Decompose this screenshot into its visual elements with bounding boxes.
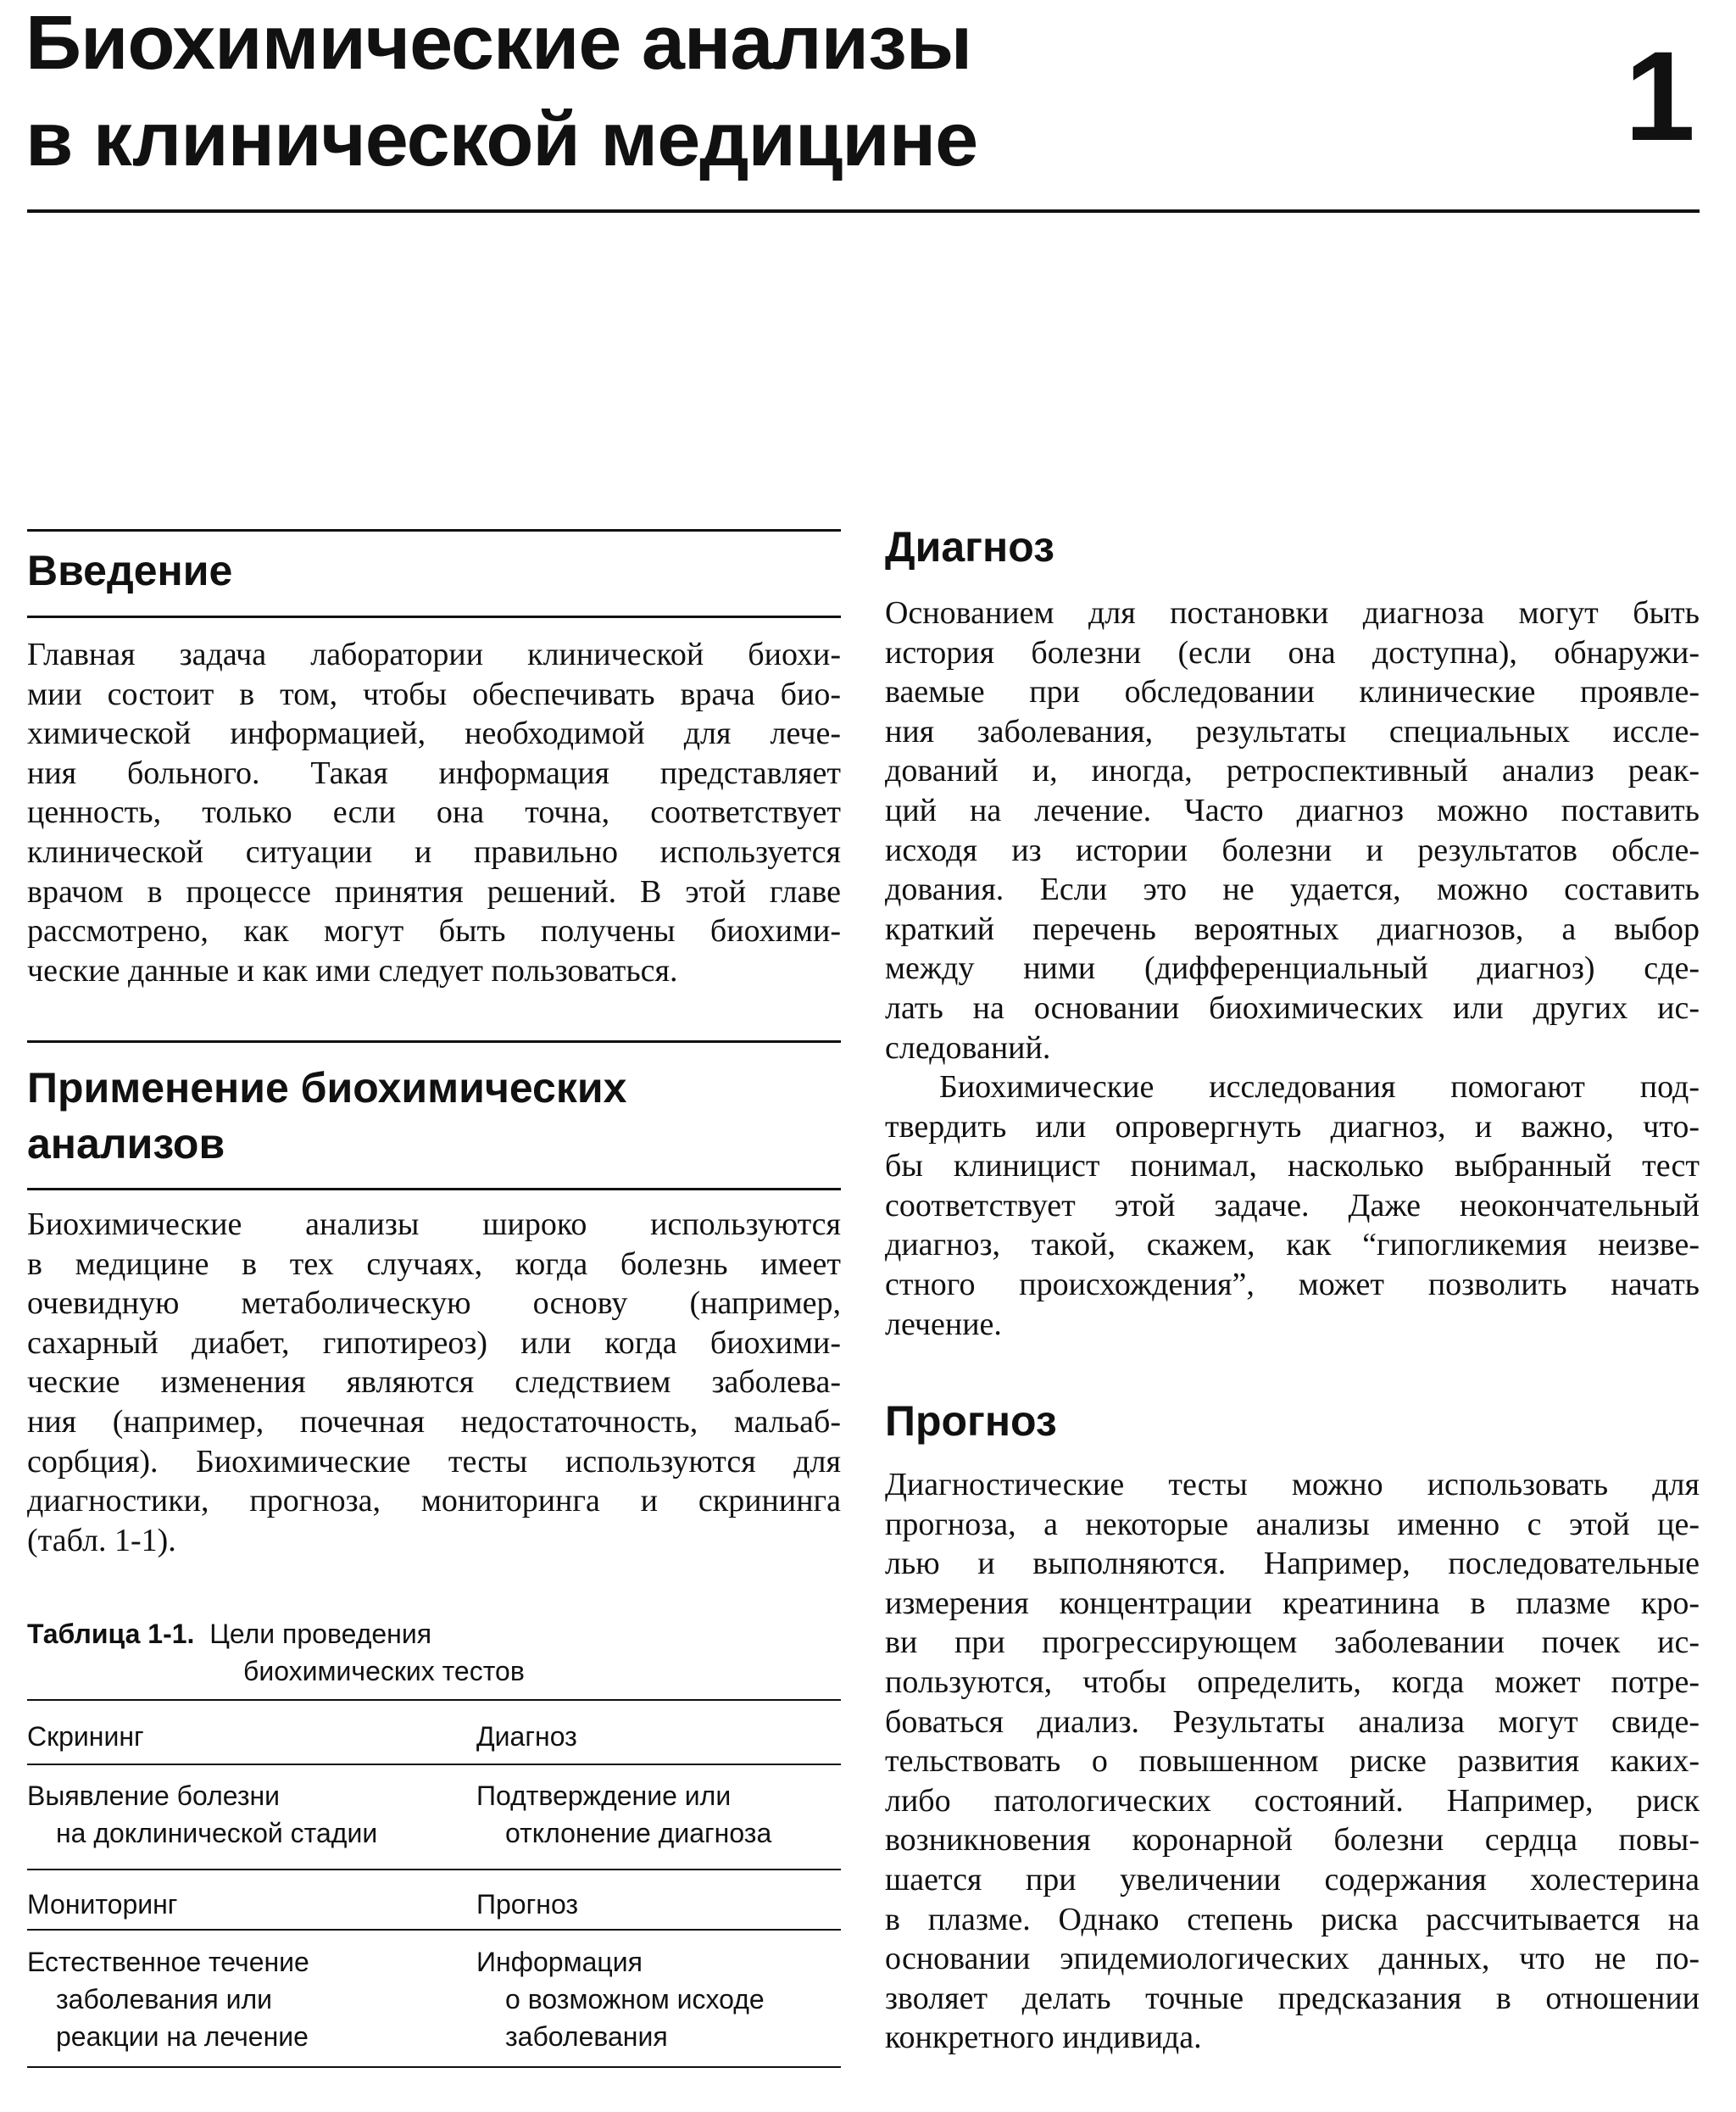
cell-line: Подтверждение или xyxy=(476,1780,732,1811)
use-paragraph xyxy=(27,1205,841,1560)
text-line: врачом в процессе принятия решений. В этой главе xyxy=(27,873,841,910)
text-line: краткий перечень вероятных диагнозов, а выбор xyxy=(885,911,1700,947)
text-line: следований. xyxy=(885,1029,1051,1066)
heading-line: анализов xyxy=(27,1120,225,1167)
text-line: ваемые при обследовании клинические проявле- xyxy=(885,674,1700,711)
text-line: диагностики, прогноза, мониторинга и скрининга xyxy=(27,1483,841,1519)
cell-line: Естественное течение xyxy=(27,1947,309,1977)
heading-line: Применение биохимических xyxy=(27,1064,627,1112)
text-line: твердить или опровергнуть диагноз, и важно, что- xyxy=(885,1108,1700,1145)
cell-line: о возможном исходе xyxy=(505,1984,765,2014)
section-heading-use xyxy=(27,1060,841,1172)
text-line: соответствует этой задаче. Даже неокончательный xyxy=(885,1187,1700,1223)
cell-line: заболевания или xyxy=(56,1984,272,2014)
prognosis-paragraph xyxy=(885,1465,1700,2058)
table-header-cell: Мониторинг xyxy=(27,1889,178,1920)
text-line: история болезни (если она доступна), обнаружи- xyxy=(885,634,1700,671)
text-line: (табл. 1-1). xyxy=(27,1522,176,1558)
text-line: ценность, только если она точна, соответствует xyxy=(27,794,841,831)
table-cell xyxy=(27,1943,309,2055)
section-heading-intro: Введение xyxy=(27,547,233,594)
cell-line: реакции на лечение xyxy=(56,2021,309,2052)
table-cell xyxy=(476,1943,765,2055)
cell-line: отклонение диагноза xyxy=(505,1818,772,1848)
table-title-line1: Цели проведения xyxy=(209,1619,432,1649)
text-line: тельствовать о повышенном риске развития каких- xyxy=(885,1743,1700,1780)
text-line: ческие данные и как ими следует пользоваться. xyxy=(27,952,678,989)
text-line: пользуются, чтобы определить, когда может потре- xyxy=(885,1663,1700,1700)
cell-line: на доклинической стадии xyxy=(56,1818,378,1848)
table-rule xyxy=(27,2066,841,2068)
text-line: возникновения коронарной болезни сердца повы- xyxy=(885,1822,1700,1858)
table-rule xyxy=(27,1929,841,1931)
cell-line: Выявление болезни xyxy=(27,1780,281,1811)
text-line: ций на лечение. Часто диагноз можно поставить xyxy=(885,792,1700,828)
section-rule xyxy=(27,1040,841,1043)
text-line: Главная задача лаборатории клинической биохи- xyxy=(27,637,841,672)
table-cell xyxy=(27,1777,377,1852)
text-line: либо патологических состояний. Например, риск xyxy=(885,1782,1700,1819)
text-line: ния (например, почечная недостаточность, мальаб- xyxy=(27,1403,841,1440)
text-line: сорбция). Биохимические тесты используются для xyxy=(27,1443,841,1480)
text-line: клинической ситуации и правильно используется xyxy=(27,833,841,870)
section-rule xyxy=(27,616,841,618)
text-line: конкретного индивида. xyxy=(885,2020,1202,2056)
table-caption xyxy=(27,1615,841,1690)
text-line: прогноза, а некоторые анализы именно с этой це- xyxy=(885,1506,1700,1542)
text-line: исходя из истории болезни и результатов обсле- xyxy=(885,832,1700,868)
intro-paragraph xyxy=(27,635,841,990)
text-line: в медицине в тех случаях, когда болезнь имеет xyxy=(27,1245,841,1282)
text-line: измерения концентрации креатинина в плазме кро- xyxy=(885,1585,1700,1621)
section-rule xyxy=(27,529,841,532)
table-rule xyxy=(27,1699,841,1701)
table-cell xyxy=(476,1777,771,1852)
text-line: Биохимические анализы широко используются xyxy=(27,1206,841,1242)
text-line: дования. Если это не удается, можно составить xyxy=(885,872,1700,908)
table-header-cell: Скрининг xyxy=(27,1721,144,1752)
table-label: Таблица 1-1. xyxy=(27,1619,195,1649)
cell-line: Информация xyxy=(476,1947,643,1977)
text-line: ческие изменения являются следствием заболева- xyxy=(27,1364,841,1401)
text-line: рассмотрено, как могут быть получены биохими- xyxy=(27,913,841,950)
chapter-title-line1: Биохимические анализы xyxy=(25,1,972,86)
text-line: шается при увеличении содержания холестерина xyxy=(885,1861,1700,1897)
text-line: бы клиницист понимал, насколько выбранный тест xyxy=(885,1148,1700,1184)
text-line: зволяет делать точные предсказания в отношении xyxy=(885,1980,1700,2016)
text-line: в плазме. Однако степень риска рассчитывается на xyxy=(885,1901,1700,1937)
text-line: Диагностические тесты можно использовать для xyxy=(885,1467,1700,1502)
text-line: лью и выполняются. Например, последовательные xyxy=(885,1546,1700,1582)
table-rule xyxy=(27,1869,841,1870)
diagnosis-paragraph-2 xyxy=(885,1067,1700,1344)
text-line: Основанием для постановки диагноза могут быть xyxy=(885,595,1700,631)
text-line: сахарный диабет, гипотиреоз) или когда биохими- xyxy=(27,1324,841,1361)
text-line: очевидную метаболическую основу (например, xyxy=(27,1285,841,1322)
cell-line: заболевания xyxy=(505,2021,668,2052)
table-header-cell: Диагноз xyxy=(476,1721,577,1752)
text-line: боваться диализ. Результаты анализа могут свиде- xyxy=(885,1703,1700,1740)
section-heading-diagnosis: Диагноз xyxy=(885,523,1054,571)
text-line: лечение. xyxy=(885,1306,1002,1342)
text-line: мии состоит в том, чтобы обеспечивать врача био- xyxy=(27,676,841,712)
table-rule xyxy=(27,1764,841,1765)
text-line: химической информацией, необходимой для лече- xyxy=(27,716,841,752)
text-line: диагноз, такой, скажем, как “гипогликемия неизве- xyxy=(885,1227,1700,1263)
diagnosis-paragraph xyxy=(885,593,1700,1067)
chapter-number: 1 xyxy=(1624,25,1695,167)
table-title-line2: биохимических тестов xyxy=(243,1656,525,1686)
text-line: стного происхождения”, может позволить начать xyxy=(885,1266,1700,1302)
text-line: ви при прогрессирующем заболевании почек ис- xyxy=(885,1624,1700,1661)
text-line: Биохимические исследования помогают под- xyxy=(939,1069,1700,1105)
text-line: дований и, иногда, ретроспективный анализ реак- xyxy=(885,753,1700,789)
text-line: ния больного. Такая информация представляет xyxy=(27,755,841,791)
text-line: лать на основании биохимических или других ис- xyxy=(885,989,1700,1026)
text-line: ния заболевания, результаты специальных иссле- xyxy=(885,713,1700,750)
chapter-title-line2: в клинической медицине xyxy=(25,98,978,182)
header-rule xyxy=(27,209,1700,213)
text-line: основании эпидемиологических данных, что не по- xyxy=(885,1941,1700,1977)
table-header-cell: Прогноз xyxy=(476,1889,579,1920)
section-heading-prognosis: Прогноз xyxy=(885,1397,1057,1445)
text-line: между ними (дифференциальный диагноз) сде- xyxy=(885,950,1700,987)
section-rule xyxy=(27,1188,841,1190)
